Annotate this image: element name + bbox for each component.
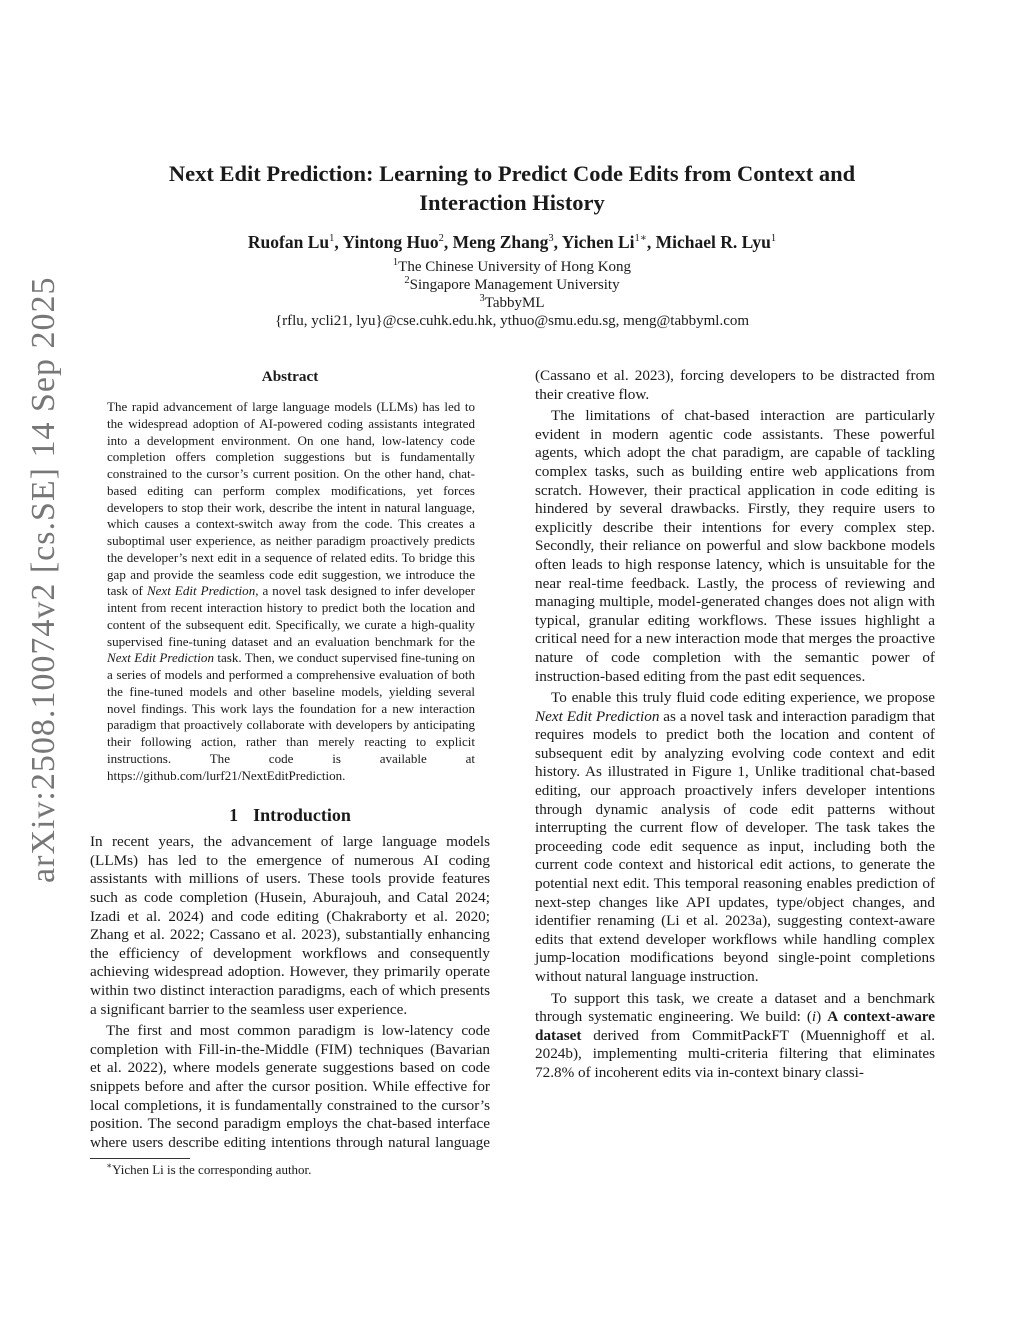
author-affiliation-mark: 3 [548, 233, 554, 245]
section-heading-introduction: 1 Introduction [229, 805, 351, 826]
abstract-text: The rapid advancement of large language models (LLMs) has led to the widespread adoption of AI-powered coding assistants integrated into a development environment. On one hand, low-latency code completion offers completion suggestions but is fundamentally constrained to the cursor’s current position. On the other hand, chat-based editing can perform complex modifications, yet forces developers to stop their work, describe the intent in natural language, which causes a context-switch away from the code. This creates a suboptimal user experience, as neither paradigm proactively predicts the developer’s next edit in a sequence of related edits. To bridge this gap and provide the seamless code edit suggestion, we introduce the task of Next Edit Prediction, a novel task designed to infer developer intent from recent interaction history to predict both the location and content of the subsequent edit. Specifically, we curate a high-quality supervised fine-tuning dataset and an evaluation benchmark for the Next Edit Prediction task. Then, we conduct supervised fine-tuning on a series of models and performed a comprehensive evaluation of both the fine-tuned models and other baseline models, yielding several novel findings. This work lays the foundation for a new interaction paradigm that proactively collaborate with developers by anticipating their following action, rather than merely reacting to explicit instructions. The code is available at https://github.com/lurf21/NextEditPrediction. [107, 399, 476, 783]
author-name: Michael R. Lyu [655, 232, 771, 252]
abstract-heading: Abstract [261, 368, 319, 385]
author-name: Ruofan Lu [247, 232, 330, 252]
intro-paragraph: The first and most common paradigm is low-latency code completion with Fill-in-the-Middle (FIM) techniques (Bavarian et al. 2022), where models generate suggestions based on code snippets before and after the cursor position. While effective for local completions, it is fundamentally constrained to the cursor’s position. The second paradigm employs the chat-based interface where users describe editing intentions through natural language [90, 1022, 490, 1151]
author-emails: {rflu, ycli21, lyu}@cse.cuhk.edu.hk, ythuo@smu.edu.sg, meng@tabbyml.com [274, 313, 750, 329]
affiliation: $^1$The Chinese University of Hong Kong [392, 257, 632, 275]
author-affiliation-mark: 2 [438, 233, 444, 245]
affiliations-block [120, 258, 904, 330]
author-affiliation-mark: 1∗ [634, 233, 647, 245]
intro-paragraph: To enable this truly fluid code editing experience, we propose Next Edit Prediction as a novel task and interaction paradigm that requires models to predict both the location and content of subsequent edit by analyzing evolving code context and edit history. As illustrated in Figure 1, Unlike traditional chat-based editing, our approach proactively infers developer intentions through dynamic analysis of code edit patterns without interrupting the current flow of developer. The task takes the proceeding code edit sequence as input, including both the current code context and historical edit actions, to generate the potential next edit. This temporal reasoning enables prediction of next-step changes like API updates, type/object changes, and identifier renaming (Li et al. 2023a), suggesting context-aware edits that extend developer workflows while handling complex jump-location modifications beyond single-point completions without natural language instruction. [535, 689, 935, 985]
right-column-text [535, 367, 935, 1083]
author-list: Ruofan Lu$^1$, Yintong Huo$^2$, Meng Zhang$^3$, Yichen $Li^{1∗}$, Michael R. Lyu$^1$ [247, 232, 777, 252]
intro-paragraph: To support this task, we create a dataset and a benchmark through systematic engineering. We build: (i) A context-aware dataset derived from CommitPackFT (Muennighoff et al. 2024b), implementing multi-criteria filtering that eliminates 72.8% of incoherent edits via in-context binary classi- [535, 989, 935, 1081]
author-name: Meng Zhang [452, 232, 549, 252]
affiliation: $^2$Singapore Management University [404, 275, 620, 293]
intro-paragraph: In recent years, the advancement of large language models (LLMs) has led to the emergence of numerous AI coding assistants with millions of users. These tools provide features such as code completion (Husein, Aburajouh, and Catal 2024; Izadi et al. 2024) and code editing (Chakraborty et al. 2020; Zhang et al. 2022; Cassano et al. 2023), substantially enhancing the efficiency of development workflows and consequently achieving widespread adoption. However, they primarily operate within two distinct interaction paradigms, each of which presents a significant barrier to the seamless user experience. [90, 833, 490, 1018]
arxiv-identifier-stamp: arXiv:2508.10074v2 [cs.SE] 14 Sep 2025 [25, 276, 62, 884]
intro-paragraph: The limitations of chat-based interaction are particularly evident in modern agentic code assistants. These powerful agents, which adopt the chat paradigm, are capable of tackling complex tasks, such as building entire web applications from scratch. However, their practical application in code editing is hindered by several drawbacks. Firstly, they require users to explicitly describe their intentions for every complex step. Secondly, their reliance on powerful and slow backbone models often leads to high response latency, which is unsuitable for the near real-time feedback. Lastly, the process of reviewing and managing multiple, model-generated changes does not align with typical, granular editing workflows. These issues highlight a critical need for a new interaction mode that merges the proactive nature of code completion with the semantic power of instruction-based editing from the past edit sequences. [535, 407, 935, 685]
intro-paragraph-continued: (Cassano et al. 2023), forcing developers to be distracted from their creative flow. [535, 367, 935, 403]
author-affiliation-mark: 1 [329, 233, 335, 245]
paper-title: Next Edit Prediction: Learning to Predict Code Edits from Context and Interaction History [168, 161, 856, 215]
footnote: ∗Yichen Li is the corresponding author. [106, 1160, 312, 1177]
right-column [535, 367, 935, 1083]
footnote-divider [90, 1158, 190, 1159]
affiliation: $^3$TabbyML [479, 293, 545, 311]
author-name: Yintong Huo [342, 232, 439, 252]
author-affiliation-mark: 1 [770, 233, 777, 245]
left-column [90, 367, 490, 1152]
author-name: Yichen Li [561, 232, 635, 252]
